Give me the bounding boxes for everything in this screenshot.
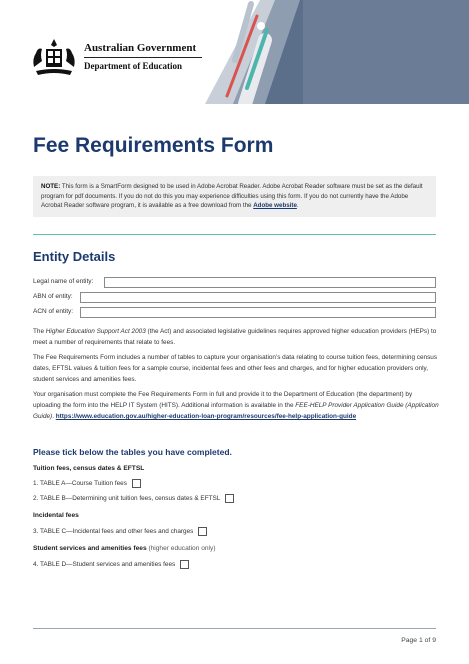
page-title: Fee Requirements Form	[33, 134, 274, 157]
entity-details-heading: Entity Details	[33, 249, 116, 264]
legal-name-label: Legal name of entity:	[33, 278, 94, 285]
government-logo	[30, 37, 202, 77]
group-tuition-fees	[33, 465, 144, 472]
form-tables-paragraph: The Fee Requirements Form includes a number of tables to capture your organisation's data relating to course tuition fees, determining census dates, EFTSL values & tuition fees for a sample course, incidental fees and other fees and charges, and for higher education providers only, student services and amenities fees.	[33, 354, 438, 383]
table-b-label: 2. TABLE B—Determining unit tuition fees, census dates & EFTSL	[33, 495, 221, 502]
logo-divider	[84, 57, 202, 58]
act-paragraph	[33, 326, 439, 348]
adobe-website-link[interactable]: Adobe website	[253, 202, 297, 209]
p1-text-start: The	[33, 328, 46, 335]
page-header	[0, 0, 469, 104]
smartform-note	[33, 176, 436, 217]
table-a-label: 1. TABLE A—Course Tuition fees	[33, 480, 127, 487]
act-title: Higher Education Support Act 2003	[45, 328, 146, 335]
group-student-services-label: Student services and amenities fees	[33, 545, 147, 552]
page-number: Page 1 of 9	[401, 637, 436, 644]
application-guide-title: FEE-HELP Provider Application Guide (Application Guide)	[33, 402, 439, 420]
group-student-services	[33, 545, 216, 552]
header-banner-graphic	[205, 0, 469, 104]
table-c-checkbox[interactable]	[198, 527, 207, 536]
p1-text-end: (the Act) and associated legislative guidelines requires approved higher education providers (HEPs) to meet a number of requirements that relate to fees.	[33, 328, 437, 346]
table-b-checkbox[interactable]	[225, 494, 234, 503]
fee-help-guide-link[interactable]: https://www.education.gov.au/higher-education-loan-program/resources/fee-help-application-guide	[55, 413, 357, 420]
group-incidental-fees	[33, 512, 79, 519]
acn-input[interactable]	[80, 307, 436, 318]
legal-name-input[interactable]	[104, 277, 436, 288]
table-d-checkbox[interactable]	[180, 560, 189, 569]
abn-row	[33, 293, 73, 300]
note-label: NOTE:	[41, 183, 61, 190]
note-end: .	[296, 202, 299, 209]
table-d-label: 4. TABLE D—Student services and amenities fees	[33, 561, 176, 568]
submission-paragraph	[33, 389, 439, 422]
table-c-label: 3. TABLE C—Incidental fees and other fees and charges	[33, 528, 194, 535]
p3-text-start: Your organisation must complete the Fee Requirements Form in full and provide it to the Department of Education (the department) by uploading the form into the HELP IT System (HITS). Additional information is available in the	[33, 391, 413, 409]
government-name: Australian Government	[84, 42, 197, 54]
note-text: This form is a SmartForm designed to be used in Adobe Acrobat Reader. Adobe Acrobat Reader software must be set as the default program for pdf documents. If you do not do this you may experience difficulties using this form. If you do not currently have the Adobe Acrobat Reader software program, it is available as a free download from the	[41, 183, 423, 209]
coat-of-arms-icon	[30, 37, 78, 77]
acn-row	[33, 308, 73, 315]
footer-divider	[33, 628, 436, 629]
table-b-item	[33, 494, 234, 503]
abn-label: ABN of entity:	[33, 293, 73, 300]
group-student-services-sub: (higher education only)	[146, 545, 216, 552]
table-a-item	[33, 479, 141, 488]
legal-name-row	[33, 278, 93, 285]
group-incidental-label: Incidental fees	[33, 512, 79, 519]
p3-text-mid: .	[52, 413, 56, 420]
section-divider	[33, 234, 436, 235]
abn-input[interactable]	[80, 292, 436, 303]
table-a-checkbox[interactable]	[132, 479, 141, 488]
table-c-item	[33, 527, 207, 536]
table-d-item	[33, 560, 189, 569]
group-tuition-label: Tuition fees, census dates & EFTSL	[33, 465, 145, 472]
acn-label: ACN of entity:	[33, 308, 74, 315]
tick-tables-heading: Please tick below the tables you have completed.	[33, 447, 232, 457]
department-name: Department of Education	[84, 61, 182, 71]
